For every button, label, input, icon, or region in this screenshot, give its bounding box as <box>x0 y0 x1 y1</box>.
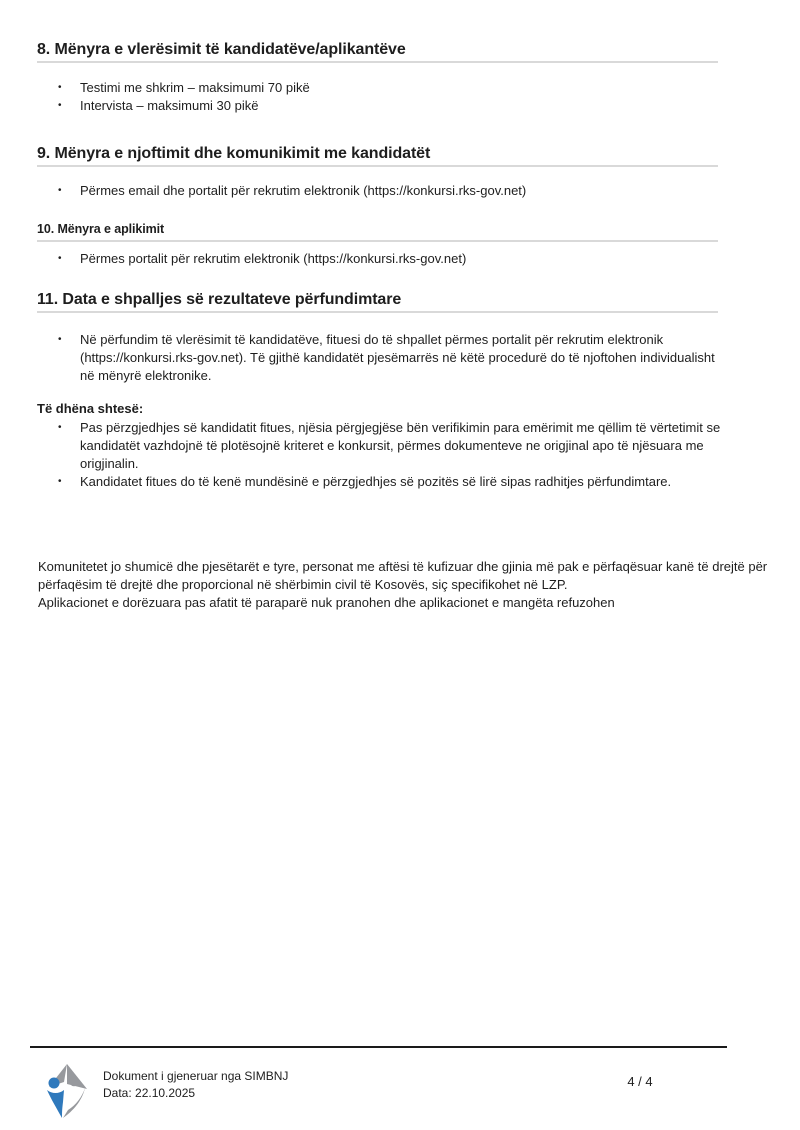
list-item <box>37 331 718 385</box>
section-10-bullets <box>37 250 718 268</box>
page-number: 4 / 4 <box>627 1074 653 1089</box>
section-10 <box>37 222 718 268</box>
bullet-dot-icon: • <box>58 422 62 433</box>
list-item <box>37 473 737 491</box>
list-item <box>37 79 718 97</box>
footer-generated-by: Dokument i gjeneruar nga SIMBNJ <box>103 1069 289 1083</box>
section-9-heading: 9. Mënyra e njoftimit dhe komunikimit me kandidatët <box>37 144 718 167</box>
section-8 <box>37 40 718 115</box>
section-11 <box>37 290 718 385</box>
section-9-bullets <box>37 182 718 200</box>
simbnj-logo-icon <box>36 1061 90 1121</box>
bullet-dot-icon: • <box>58 82 62 93</box>
section-9 <box>37 144 718 200</box>
bullet-dot-icon: • <box>58 100 62 111</box>
additional-info-heading: Të dhëna shtesë: <box>37 401 144 416</box>
bullet-text: Pas përzgjedhjes së kandidatit fitues, njësia përgjegjëse bën verifikimin para emërimit me qëllim të vërtetimit se kandidatët vazhdojnë të plotësojnë kriteret e konkursit, përmes dokumenteve ne origjinal apo të njësuara me origjinalin. <box>80 420 721 471</box>
section-10-heading: 10. Mënyra e aplikimit <box>37 222 718 242</box>
bullet-text: Përmes portalit për rekrutim elektronik (https://konkursi.rks-gov.net) <box>80 251 467 266</box>
section-8-bullets <box>37 79 718 115</box>
footer-divider <box>30 1046 727 1048</box>
bullet-dot-icon: • <box>58 334 62 345</box>
closing-paragraph-1: Komunitetet jo shumicë dhe pjesëtarët e tyre, personat me aftësi të kufizuar dhe gjinia më pak e përfaqësuar kanë të drejtë për përfaqësim të drejtë dhe proporcional në shërbimin civil të Kosovës, siç specifikohet në LZP. <box>38 559 768 592</box>
bullet-text: Intervista – maksimumi 30 pikë <box>80 98 259 113</box>
list-item <box>37 419 737 473</box>
additional-info-bullets <box>37 419 737 491</box>
bullet-dot-icon: • <box>58 476 62 487</box>
bullet-text: Testimi me shkrim – maksimumi 70 pikë <box>80 80 310 95</box>
bullet-text: Përmes email dhe portalit për rekrutim elektronik (https://konkursi.rks-gov.net) <box>80 183 527 198</box>
bullet-text: Kandidatet fitues do të kenë mundësinë e përzgjedhjes së pozitës së lirë sipas radhitjes përfundimtare. <box>80 474 672 489</box>
footer-date: Data: 22.10.2025 <box>103 1086 196 1100</box>
list-item <box>37 182 718 200</box>
closing-paragraph-2: Aplikacionet e dorëzuara pas afatit të paraparë nuk pranohen dhe aplikacionet e mangëta refuzohen <box>38 595 615 610</box>
section-8-heading: 8. Mënyra e vlerësimit të kandidatëve/aplikantëve <box>37 40 718 63</box>
section-11-heading: 11. Data e shpalljes së rezultateve përfundimtare <box>37 290 718 313</box>
footer-text <box>103 1068 288 1102</box>
section-11-bullets <box>37 331 718 385</box>
closing-paragraphs <box>38 558 778 612</box>
list-item <box>37 250 718 268</box>
bullet-text: Në përfundim të vlerësimit të kandidatëve, fituesi do të shpallet përmes portalit për rekrutim elektronik (https://konkursi.rks-gov.net). Të gjithë kandidatët pjesëmarrës në këtë procedurë do të njoftohen individualisht në mënyrë elektronike. <box>80 332 715 383</box>
additional-info-section <box>37 401 737 491</box>
bullet-dot-icon: • <box>58 185 62 196</box>
bullet-dot-icon: • <box>58 253 62 264</box>
list-item <box>37 97 718 115</box>
